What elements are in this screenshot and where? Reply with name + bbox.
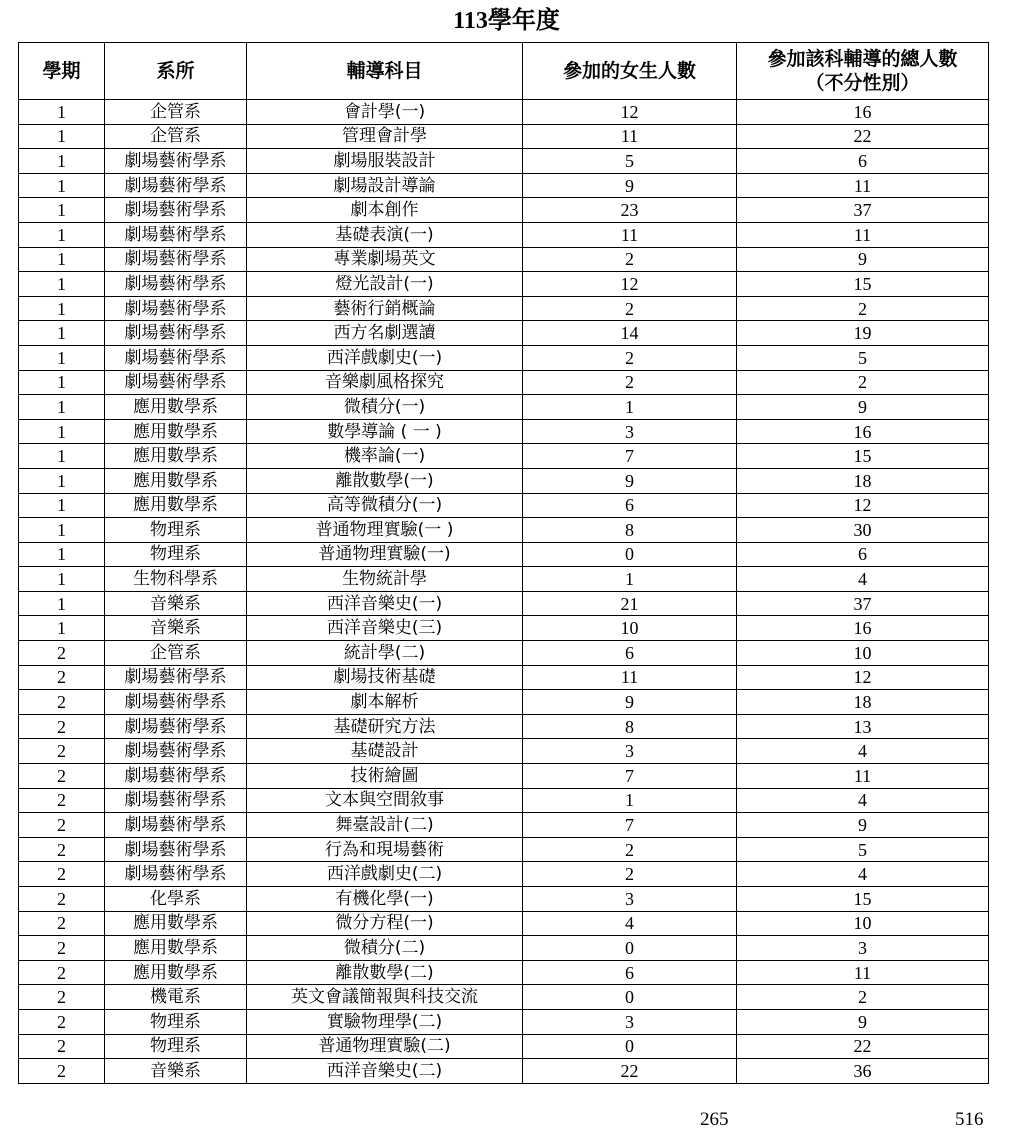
cell-subject: 專業劇場英文 (247, 247, 523, 272)
cell-department: 應用數學系 (105, 395, 247, 420)
cell-semester: 1 (19, 272, 105, 297)
table-row (19, 272, 989, 297)
cell-subject: 微積分(一) (247, 395, 523, 420)
cell-total-count: 9 (737, 247, 989, 272)
cell-subject: 基礎研究方法 (247, 714, 523, 739)
cell-department: 應用數學系 (105, 960, 247, 985)
table-row (19, 493, 989, 518)
cell-department: 企管系 (105, 100, 247, 125)
cell-total-count: 30 (737, 518, 989, 543)
cell-semester: 2 (19, 936, 105, 961)
cell-total-count: 37 (737, 198, 989, 223)
cell-department: 音樂系 (105, 616, 247, 641)
cell-department: 化學系 (105, 887, 247, 912)
cell-subject: 有機化學(一) (247, 887, 523, 912)
cell-department: 劇場藝術學系 (105, 198, 247, 223)
table-row (19, 222, 989, 247)
cell-female-count: 7 (523, 444, 737, 469)
cell-female-count: 2 (523, 862, 737, 887)
cell-female-count: 0 (523, 985, 737, 1010)
cell-female-count: 6 (523, 493, 737, 518)
cell-semester: 1 (19, 518, 105, 543)
cell-subject: 統計學(二) (247, 641, 523, 666)
cell-total-count: 11 (737, 960, 989, 985)
header-total-count-line2: （不分性別） (805, 72, 920, 94)
cell-semester: 1 (19, 149, 105, 174)
cell-female-count: 2 (523, 247, 737, 272)
table-row (19, 395, 989, 420)
cell-total-count: 9 (737, 1009, 989, 1034)
cell-subject: 西洋音樂史(一) (247, 591, 523, 616)
cell-semester: 2 (19, 1009, 105, 1034)
cell-total-count: 15 (737, 444, 989, 469)
cell-subject: 會計學(一) (247, 100, 523, 125)
cell-female-count: 2 (523, 837, 737, 862)
table-row (19, 739, 989, 764)
cell-female-count: 0 (523, 936, 737, 961)
cell-semester: 2 (19, 1034, 105, 1059)
table-row (19, 690, 989, 715)
table-row (19, 518, 989, 543)
cell-semester: 2 (19, 665, 105, 690)
cell-female-count: 9 (523, 173, 737, 198)
cell-department: 劇場藝術學系 (105, 862, 247, 887)
cell-subject: 生物統計學 (247, 567, 523, 592)
cell-female-count: 6 (523, 960, 737, 985)
cell-female-count: 1 (523, 567, 737, 592)
cell-department: 應用數學系 (105, 911, 247, 936)
cell-female-count: 1 (523, 395, 737, 420)
cell-subject: 西洋戲劇史(二) (247, 862, 523, 887)
cell-subject: 劇場服裝設計 (247, 149, 523, 174)
cell-department: 劇場藝術學系 (105, 272, 247, 297)
cell-department: 應用數學系 (105, 936, 247, 961)
table-row (19, 444, 989, 469)
cell-total-count: 4 (737, 567, 989, 592)
cell-subject: 微分方程(一) (247, 911, 523, 936)
cell-semester: 1 (19, 173, 105, 198)
cell-subject: 基礎設計 (247, 739, 523, 764)
cell-total-count: 12 (737, 493, 989, 518)
cell-department: 機電系 (105, 985, 247, 1010)
cell-semester: 2 (19, 1059, 105, 1084)
table-row (19, 542, 989, 567)
header-semester: 學期 (19, 43, 105, 100)
table-row (19, 321, 989, 346)
table-row (19, 1059, 989, 1084)
cell-subject: 微積分(二) (247, 936, 523, 961)
cell-female-count: 12 (523, 100, 737, 125)
cell-department: 企管系 (105, 641, 247, 666)
cell-semester: 1 (19, 124, 105, 149)
cell-semester: 2 (19, 887, 105, 912)
cell-female-count: 5 (523, 149, 737, 174)
cell-department: 物理系 (105, 518, 247, 543)
cell-female-count: 7 (523, 764, 737, 789)
cell-subject: 西洋戲劇史(一) (247, 345, 523, 370)
table-row (19, 100, 989, 125)
cell-semester: 1 (19, 444, 105, 469)
cell-female-count: 14 (523, 321, 737, 346)
cell-total-count: 37 (737, 591, 989, 616)
table-row (19, 124, 989, 149)
cell-total-count: 15 (737, 887, 989, 912)
cell-total-count: 15 (737, 272, 989, 297)
cell-semester: 2 (19, 911, 105, 936)
cell-subject: 西洋音樂史(二) (247, 1059, 523, 1084)
cell-total-count: 6 (737, 149, 989, 174)
cell-female-count: 22 (523, 1059, 737, 1084)
cell-department: 劇場藝術學系 (105, 247, 247, 272)
cell-total-count: 18 (737, 468, 989, 493)
cell-female-count: 2 (523, 345, 737, 370)
cell-female-count: 0 (523, 1034, 737, 1059)
cell-total-count: 11 (737, 173, 989, 198)
table-row (19, 911, 989, 936)
cell-female-count: 8 (523, 714, 737, 739)
cell-semester: 2 (19, 960, 105, 985)
cell-female-count: 4 (523, 911, 737, 936)
table-row (19, 862, 989, 887)
cell-total-count: 16 (737, 616, 989, 641)
cell-female-count: 2 (523, 370, 737, 395)
cell-subject: 普通物理實驗(一) (247, 542, 523, 567)
cell-female-count: 7 (523, 813, 737, 838)
cell-semester: 2 (19, 764, 105, 789)
table-row (19, 345, 989, 370)
cell-subject: 離散數學(一) (247, 468, 523, 493)
table-row (19, 616, 989, 641)
cell-department: 物理系 (105, 1009, 247, 1034)
table-row (19, 247, 989, 272)
table-row (19, 960, 989, 985)
table-row (19, 149, 989, 174)
table-row (19, 419, 989, 444)
cell-female-count: 11 (523, 124, 737, 149)
cell-total-count: 2 (737, 370, 989, 395)
cell-semester: 1 (19, 616, 105, 641)
cell-semester: 1 (19, 321, 105, 346)
cell-subject: 實驗物理學(二) (247, 1009, 523, 1034)
cell-female-count: 9 (523, 468, 737, 493)
cell-female-count: 2 (523, 296, 737, 321)
cell-total-count: 4 (737, 862, 989, 887)
cell-semester: 1 (19, 542, 105, 567)
cell-semester: 2 (19, 641, 105, 666)
cell-total-count: 6 (737, 542, 989, 567)
cell-semester: 1 (19, 567, 105, 592)
cell-department: 劇場藝術學系 (105, 665, 247, 690)
cell-total-count: 11 (737, 222, 989, 247)
cell-department: 劇場藝術學系 (105, 837, 247, 862)
cell-semester: 2 (19, 813, 105, 838)
cell-subject: 普通物理實驗(一 ) (247, 518, 523, 543)
cell-female-count: 9 (523, 690, 737, 715)
cell-total-count: 16 (737, 419, 989, 444)
cell-total-count: 18 (737, 690, 989, 715)
cell-total-count: 36 (737, 1059, 989, 1084)
cell-semester: 1 (19, 419, 105, 444)
cell-female-count: 8 (523, 518, 737, 543)
cell-subject: 燈光設計(一) (247, 272, 523, 297)
cell-subject: 西方名劇選讀 (247, 321, 523, 346)
cell-semester: 1 (19, 370, 105, 395)
cell-semester: 1 (19, 247, 105, 272)
table-row (19, 591, 989, 616)
cell-semester: 2 (19, 862, 105, 887)
cell-department: 應用數學系 (105, 493, 247, 518)
cell-total-count: 2 (737, 985, 989, 1010)
cell-total-count: 10 (737, 641, 989, 666)
cell-subject: 舞臺設計(二) (247, 813, 523, 838)
cell-female-count: 0 (523, 542, 737, 567)
page-title: 113學年度 (453, 8, 560, 34)
cell-semester: 2 (19, 739, 105, 764)
cell-subject: 高等微積分(一) (247, 493, 523, 518)
cell-total-count: 4 (737, 739, 989, 764)
cell-total-count: 4 (737, 788, 989, 813)
cell-subject: 英文會議簡報與科技交流 (247, 985, 523, 1010)
cell-semester: 1 (19, 100, 105, 125)
cell-female-count: 1 (523, 788, 737, 813)
cell-total-count: 2 (737, 296, 989, 321)
cell-semester: 1 (19, 222, 105, 247)
cell-total-count: 13 (737, 714, 989, 739)
cell-department: 應用數學系 (105, 419, 247, 444)
cell-subject: 數學導論 ( 一 ) (247, 419, 523, 444)
cell-subject: 劇場設計導論 (247, 173, 523, 198)
cell-female-count: 3 (523, 887, 737, 912)
table-body (19, 100, 989, 1084)
cell-department: 劇場藝術學系 (105, 222, 247, 247)
cell-total-count: 9 (737, 813, 989, 838)
cell-subject: 音樂劇風格探究 (247, 370, 523, 395)
cell-female-count: 10 (523, 616, 737, 641)
cell-total-count: 5 (737, 837, 989, 862)
header-department: 系所 (105, 43, 247, 100)
cell-semester: 1 (19, 395, 105, 420)
table-row (19, 1009, 989, 1034)
table-row (19, 1034, 989, 1059)
table-row (19, 198, 989, 223)
cell-subject: 西洋音樂史(三) (247, 616, 523, 641)
cell-department: 企管系 (105, 124, 247, 149)
table-row (19, 641, 989, 666)
cell-semester: 1 (19, 468, 105, 493)
cell-subject: 藝術行銷概論 (247, 296, 523, 321)
cell-department: 劇場藝術學系 (105, 296, 247, 321)
cell-department: 物理系 (105, 542, 247, 567)
cell-total-count: 16 (737, 100, 989, 125)
header-subject: 輔導科目 (247, 43, 523, 100)
table-row (19, 788, 989, 813)
header-female-count: 參加的女生人數 (523, 43, 737, 100)
cell-department: 劇場藝術學系 (105, 764, 247, 789)
cell-subject: 離散數學(二) (247, 960, 523, 985)
table-row (19, 714, 989, 739)
female-count-total: 265 (700, 1109, 729, 1130)
table-row (19, 837, 989, 862)
cell-female-count: 3 (523, 1009, 737, 1034)
table-row (19, 764, 989, 789)
cell-semester: 2 (19, 837, 105, 862)
table-row (19, 936, 989, 961)
cell-semester: 2 (19, 985, 105, 1010)
cell-female-count: 23 (523, 198, 737, 223)
cell-subject: 劇場技術基礎 (247, 665, 523, 690)
table-header-row (19, 43, 989, 100)
cell-female-count: 3 (523, 739, 737, 764)
tutoring-table (18, 42, 989, 1084)
cell-semester: 1 (19, 591, 105, 616)
cell-total-count: 11 (737, 764, 989, 789)
cell-subject: 管理會計學 (247, 124, 523, 149)
cell-department: 劇場藝術學系 (105, 690, 247, 715)
table-row (19, 370, 989, 395)
cell-department: 應用數學系 (105, 468, 247, 493)
cell-total-count: 5 (737, 345, 989, 370)
cell-semester: 2 (19, 714, 105, 739)
table-row (19, 173, 989, 198)
cell-semester: 1 (19, 198, 105, 223)
cell-department: 劇場藝術學系 (105, 149, 247, 174)
cell-subject: 劇本解析 (247, 690, 523, 715)
cell-total-count: 10 (737, 911, 989, 936)
cell-department: 物理系 (105, 1034, 247, 1059)
table-row (19, 665, 989, 690)
cell-department: 劇場藝術學系 (105, 321, 247, 346)
cell-department: 應用數學系 (105, 444, 247, 469)
cell-department: 劇場藝術學系 (105, 173, 247, 198)
cell-department: 劇場藝術學系 (105, 370, 247, 395)
cell-subject: 劇本創作 (247, 198, 523, 223)
cell-total-count: 19 (737, 321, 989, 346)
cell-semester: 1 (19, 493, 105, 518)
cell-subject: 機率論(一) (247, 444, 523, 469)
table-row (19, 296, 989, 321)
table-row (19, 887, 989, 912)
cell-semester: 2 (19, 690, 105, 715)
table-row (19, 813, 989, 838)
cell-female-count: 3 (523, 419, 737, 444)
table-row (19, 567, 989, 592)
cell-department: 劇場藝術學系 (105, 813, 247, 838)
cell-subject: 技術繪圖 (247, 764, 523, 789)
cell-subject: 行為和現場藝術 (247, 837, 523, 862)
cell-subject: 文本與空間敘事 (247, 788, 523, 813)
cell-semester: 1 (19, 345, 105, 370)
cell-total-count: 22 (737, 124, 989, 149)
cell-subject: 基礎表演(一) (247, 222, 523, 247)
cell-total-count: 9 (737, 395, 989, 420)
header-total-count-line1: 參加該科輔導的總人數 (767, 48, 958, 70)
header-total-count (737, 43, 989, 100)
cell-department: 劇場藝術學系 (105, 788, 247, 813)
cell-female-count: 11 (523, 222, 737, 247)
cell-semester: 1 (19, 296, 105, 321)
cell-department: 劇場藝術學系 (105, 345, 247, 370)
cell-department: 生物科學系 (105, 567, 247, 592)
cell-female-count: 12 (523, 272, 737, 297)
cell-female-count: 6 (523, 641, 737, 666)
cell-female-count: 11 (523, 665, 737, 690)
cell-total-count: 3 (737, 936, 989, 961)
overall-count-total: 516 (955, 1109, 984, 1130)
cell-semester: 2 (19, 788, 105, 813)
cell-female-count: 21 (523, 591, 737, 616)
cell-department: 劇場藝術學系 (105, 739, 247, 764)
table-row (19, 985, 989, 1010)
cell-subject: 普通物理實驗(二) (247, 1034, 523, 1059)
cell-total-count: 12 (737, 665, 989, 690)
table-row (19, 468, 989, 493)
cell-total-count: 22 (737, 1034, 989, 1059)
cell-department: 音樂系 (105, 1059, 247, 1084)
cell-department: 音樂系 (105, 591, 247, 616)
cell-department: 劇場藝術學系 (105, 714, 247, 739)
